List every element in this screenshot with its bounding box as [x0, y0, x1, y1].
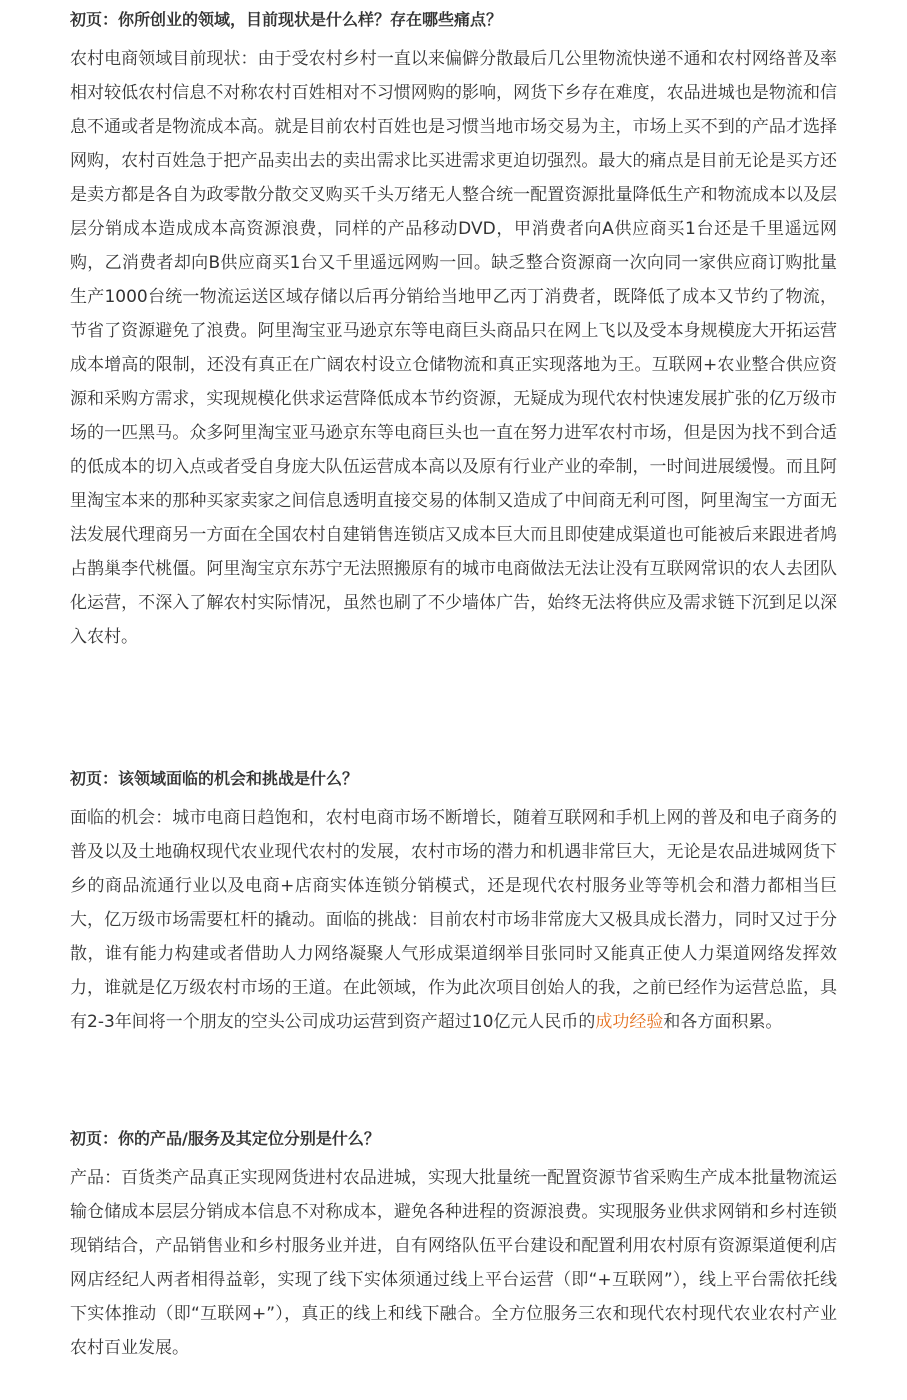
section-body: 农村电商领域目前现状：由于受农村乡村一直以来偏僻分散最后几公里物流快递不通和农村网络普及率相对较低农村信息不对称农村百姓相对不习惯网购的影响，网货下乡存在难度，农品进城也是物流和信息不通或者是物流成本高。就是目前农村百姓也是习惯当地市场交易为主，市场上买不到的产品才选择网购，农村百姓急于把产品卖出去的卖出需求比买进需求更迫切强烈。最大的痛点是目前无论是买方还是卖方都是各自为政零散分散交叉购买千头万绪无人整合统一配置资源批量降低生产和物流成本以及层层分销成本造成成本高资源浪费，同样的产品移动DVD，甲消费者向A供应商买1台还是千里遥远网购，乙消费者却向B供应商买1台又千里遥远网购一回。缺乏整合资源商一次向同一家供应商订购批量生产1000台统一物流运送区域存储以后再分销给当地甲乙丙丁消费者，既降低了成本又节约了物流，节省了资源避免了浪费。阿里淘宝亚马逊京东等电商巨头商品只在网上飞以及受本身规模庞大开拓运营成本增高的限制，还没有真正在广阔农村设立仓储物流和真正实现落地为王。互联网+农业整合供应资源和采购方需求，实现规模化供求运营降低成本节约资源，无疑成为现代农村快速发展扩张的亿万级市场的一匹黑马。众多阿里淘宝亚马逊京东等电商巨头也一直在努力进军农村市场，但是因为找不到合适的低成本的切入点或者受自身庞大队伍运营成本高以及原有行业产业的牵制，一时间进展缓慢。而且阿里淘宝本来的那种买家卖家之间信息透明直接交易的体制又造成了中间商无利可图，阿里淘宝一方面无法发展代理商另一方面在全国农村自建销售连锁店又成本巨大而且即使建成渠道也可能被后来跟进者鸠占鹊巢李代桃僵。阿里淘宝京东苏宁无法照搬原有的城市电商做法无法让没有互联网常识的农人去团队化运营，不深入了解农村实际情况，虽然也刷了不少墙体广告，始终无法将供应及需求链下沉到足以深入农村。 [70, 49, 837, 647]
section-body [70, 801, 837, 1039]
section-product-positioning [70, 1124, 837, 1365]
section-title: 初页：该领域面临的机会和挑战是什么？ [70, 769, 359, 788]
section-pain-points [70, 5, 837, 654]
body-text-before-link: 面临的机会：城市电商日趋饱和，农村电商市场不断增长，随着互联网和手机上网的普及和电子商务的普及以及土地确权现代农业现代农村的发展，农村市场的潜力和机遇非常巨大，无论是农品进城网货下乡的商品流通行业以及电商+店商实体连锁分销模式，还是现代农村服务业等等机会和潜力都相当巨大，亿万级市场需要杠杆的撬动。面临的挑战：目前农村市场非常庞大又极具成长潜力，同时又过于分散，谁有能力构建或者借助人力网络凝聚人气形成渠道纲举目张同时又能真正使人力渠道网络发挥效力，谁就是亿万级农村市场的王道。在此领域，作为此次项目创始人的我，之前已经作为运营总监，具有2-3年间将一个朋友的空头公司成功运营到资产超过10亿元人民币的 [70, 808, 837, 1032]
section-opportunities [70, 764, 837, 1039]
body-text-after-link: 和各方面积累。 [663, 1012, 783, 1032]
section-body: 产品：百货类产品真正实现网货进村农品进城，实现大批量统一配置资源节省采购生产成本批量物流运输仓储成本层层分销成本信息不对称成本，避免各种进程的资源浪费。实现服务业供求网销和乡村连锁现销结合，产品销售业和乡村服务业并进，自有网络队伍平台建设和配置利用农村原有资源渠道便利店网店经纪人两者相得益彰，实现了线下实体须通过线上平台运营（即“+互联网”），线上平台需依托线下实体推动（即“互联网+”），真正的线上和线下融合。全方位服务三农和现代农村现代农业农村产业农村百业发展。 [70, 1168, 837, 1358]
section-title: 初页：你所创业的领域，目前现状是什么样？存在哪些痛点？ [70, 10, 503, 29]
section-title: 初页：你的产品/服务及其定位分别是什么？ [70, 1129, 380, 1148]
success-experience-link[interactable]: 成功经验 [595, 1012, 664, 1032]
